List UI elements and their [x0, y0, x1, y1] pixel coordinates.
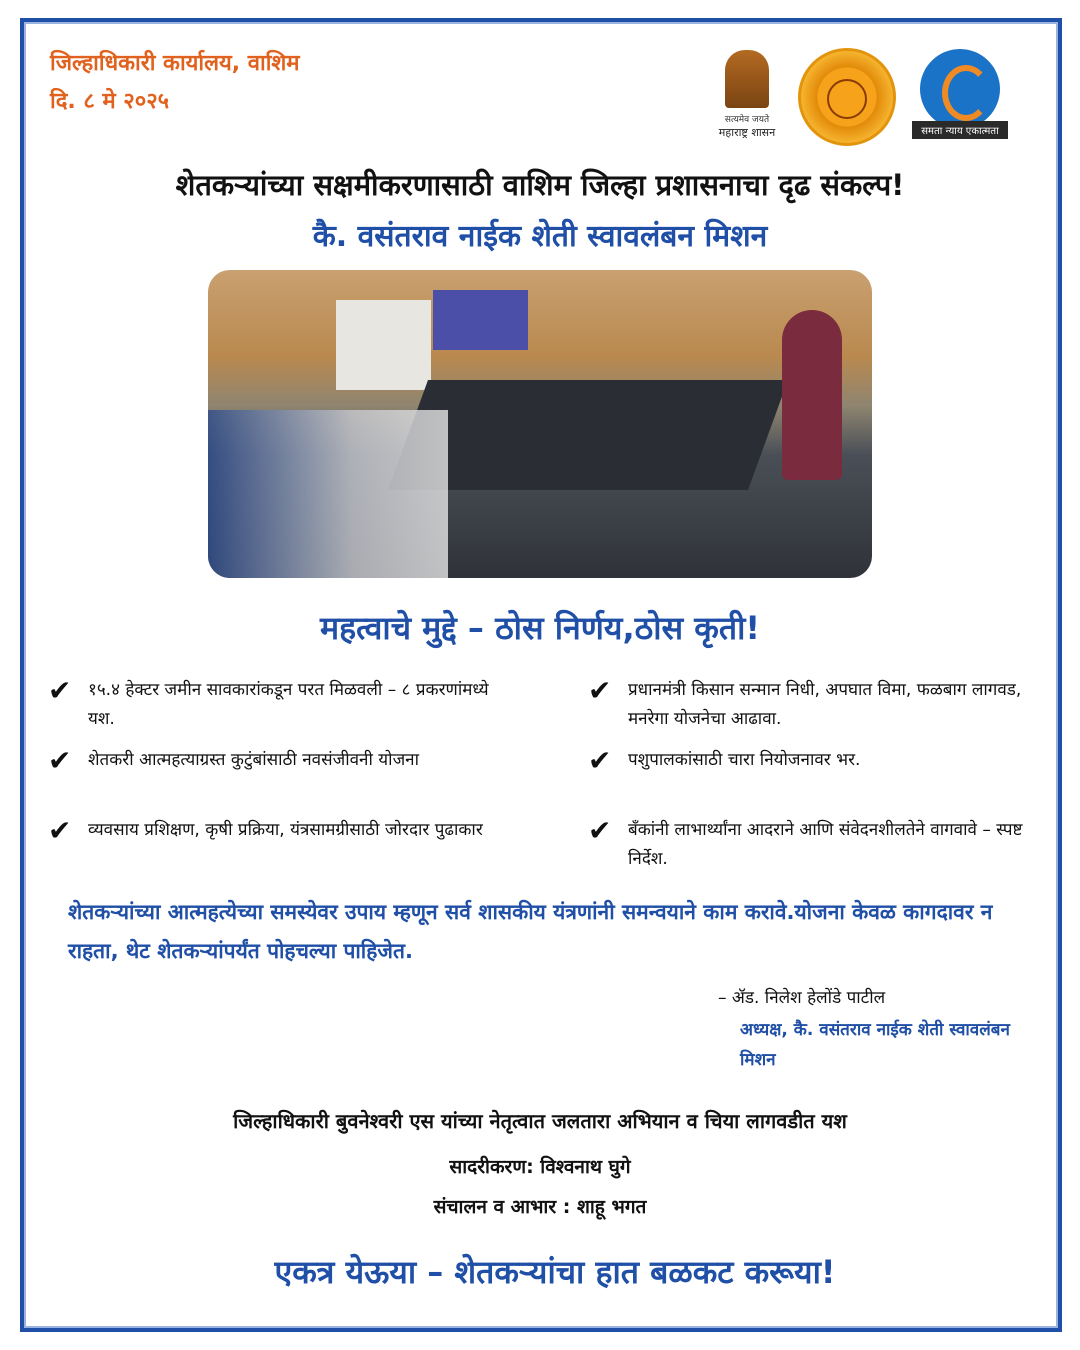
point-item: ✔ प्रधानमंत्री किसान सन्मान निधी, अपघात विमा, फळबाग लागवड, मनरेगा योजनेचा आढावा.	[588, 674, 1022, 729]
subheadline: कै. वसंतराव नाईक शेती स्वावलंबन मिशन	[312, 219, 768, 254]
points-right	[588, 672, 1038, 882]
emblem-caption: सत्यमेव जयते	[724, 114, 770, 125]
footer-line-1: जिल्हाधिकारी बुवनेश्वरी एस यांच्या नेतृत्वात जलतारा अभियान व चिया लागवडीत यश	[233, 1109, 847, 1133]
ashoka-emblem-logo	[712, 50, 782, 145]
check-icon: ✔	[48, 814, 72, 847]
samata-caption: समता न्याय एकात्मता	[912, 121, 1008, 139]
headline: शेतकऱ्यांच्या सक्षमीकरणासाठी वाशिम जिल्हा प्रशासनाचा दृढ संकल्प!	[175, 168, 905, 202]
footer-line-3: संचालन व आभार : शाहू भगत	[433, 1196, 647, 1218]
author-role: अध्यक्ष, कै. वसंतराव नाईक शेती स्वावलंबन मिशन	[740, 1020, 1010, 1070]
point-item: ✔ बँकांनी लाभार्थ्यांना आदराने आणि संवेदनशीलतेने वागवावे – स्पष्ट निर्देश.	[588, 814, 1023, 869]
logos	[712, 48, 1008, 146]
footer-line-2: सादरीकरण: विश्वनाथ घुगे	[449, 1156, 631, 1178]
check-icon: ✔	[588, 744, 612, 777]
check-icon: ✔	[48, 744, 72, 777]
point-item: ✔ शेतकरी आत्महत्याग्रस्त कुटुंबांसाठी नवसंजीवनी योजना	[48, 742, 518, 812]
office-name: जिल्हाधिकारी कार्यालय, वाशिम	[50, 51, 300, 76]
emblem-name: महाराष्ट्र शासन	[718, 125, 776, 139]
point-item: ✔ १५.४ हेक्टर जमीन सावकारांकडून परत मिळवली – ८ प्रकरणांमध्ये यश.	[48, 674, 489, 729]
samata-logo	[912, 49, 1008, 145]
check-icon: ✔	[588, 674, 612, 707]
check-icon: ✔	[588, 814, 612, 847]
date: दि. ८ मे २०२५	[50, 89, 170, 114]
office-header	[50, 45, 300, 121]
quote: शेतकऱ्यांच्या आत्महत्येच्या समस्येवर उपाय म्हणून सर्व शासकीय यंत्रणांनी समन्वयाने काम करावे.योजना केवळ कागदावर न राहता, थेट शेतकऱ्यांपर्यंत पोहचल्या पाहिजेत.	[68, 900, 993, 963]
points-title: महत्वाचे मुद्दे – ठोस निर्णय,ठोस कृती!	[320, 609, 760, 647]
point-item: ✔ व्यवसाय प्रशिक्षण, कृषी प्रक्रिया, यंत्रसामग्रीसाठी जोरदार पुढाकार	[48, 812, 518, 882]
slogan: एकत्र येऊया – शेतकऱ्यांचा हात बळकट करूया!	[274, 1253, 836, 1291]
points-left	[48, 672, 518, 882]
check-icon: ✔	[48, 674, 72, 707]
meeting-photo	[208, 270, 872, 578]
lion-capital-icon	[725, 50, 769, 108]
maharashtra-seal-logo	[798, 48, 896, 146]
quote-author: – ॲड. निलेश हेलोंडे पाटील	[718, 988, 886, 1008]
point-item: ✔ पशुपालकांसाठी चारा नियोजनावर भर.	[588, 742, 1038, 812]
